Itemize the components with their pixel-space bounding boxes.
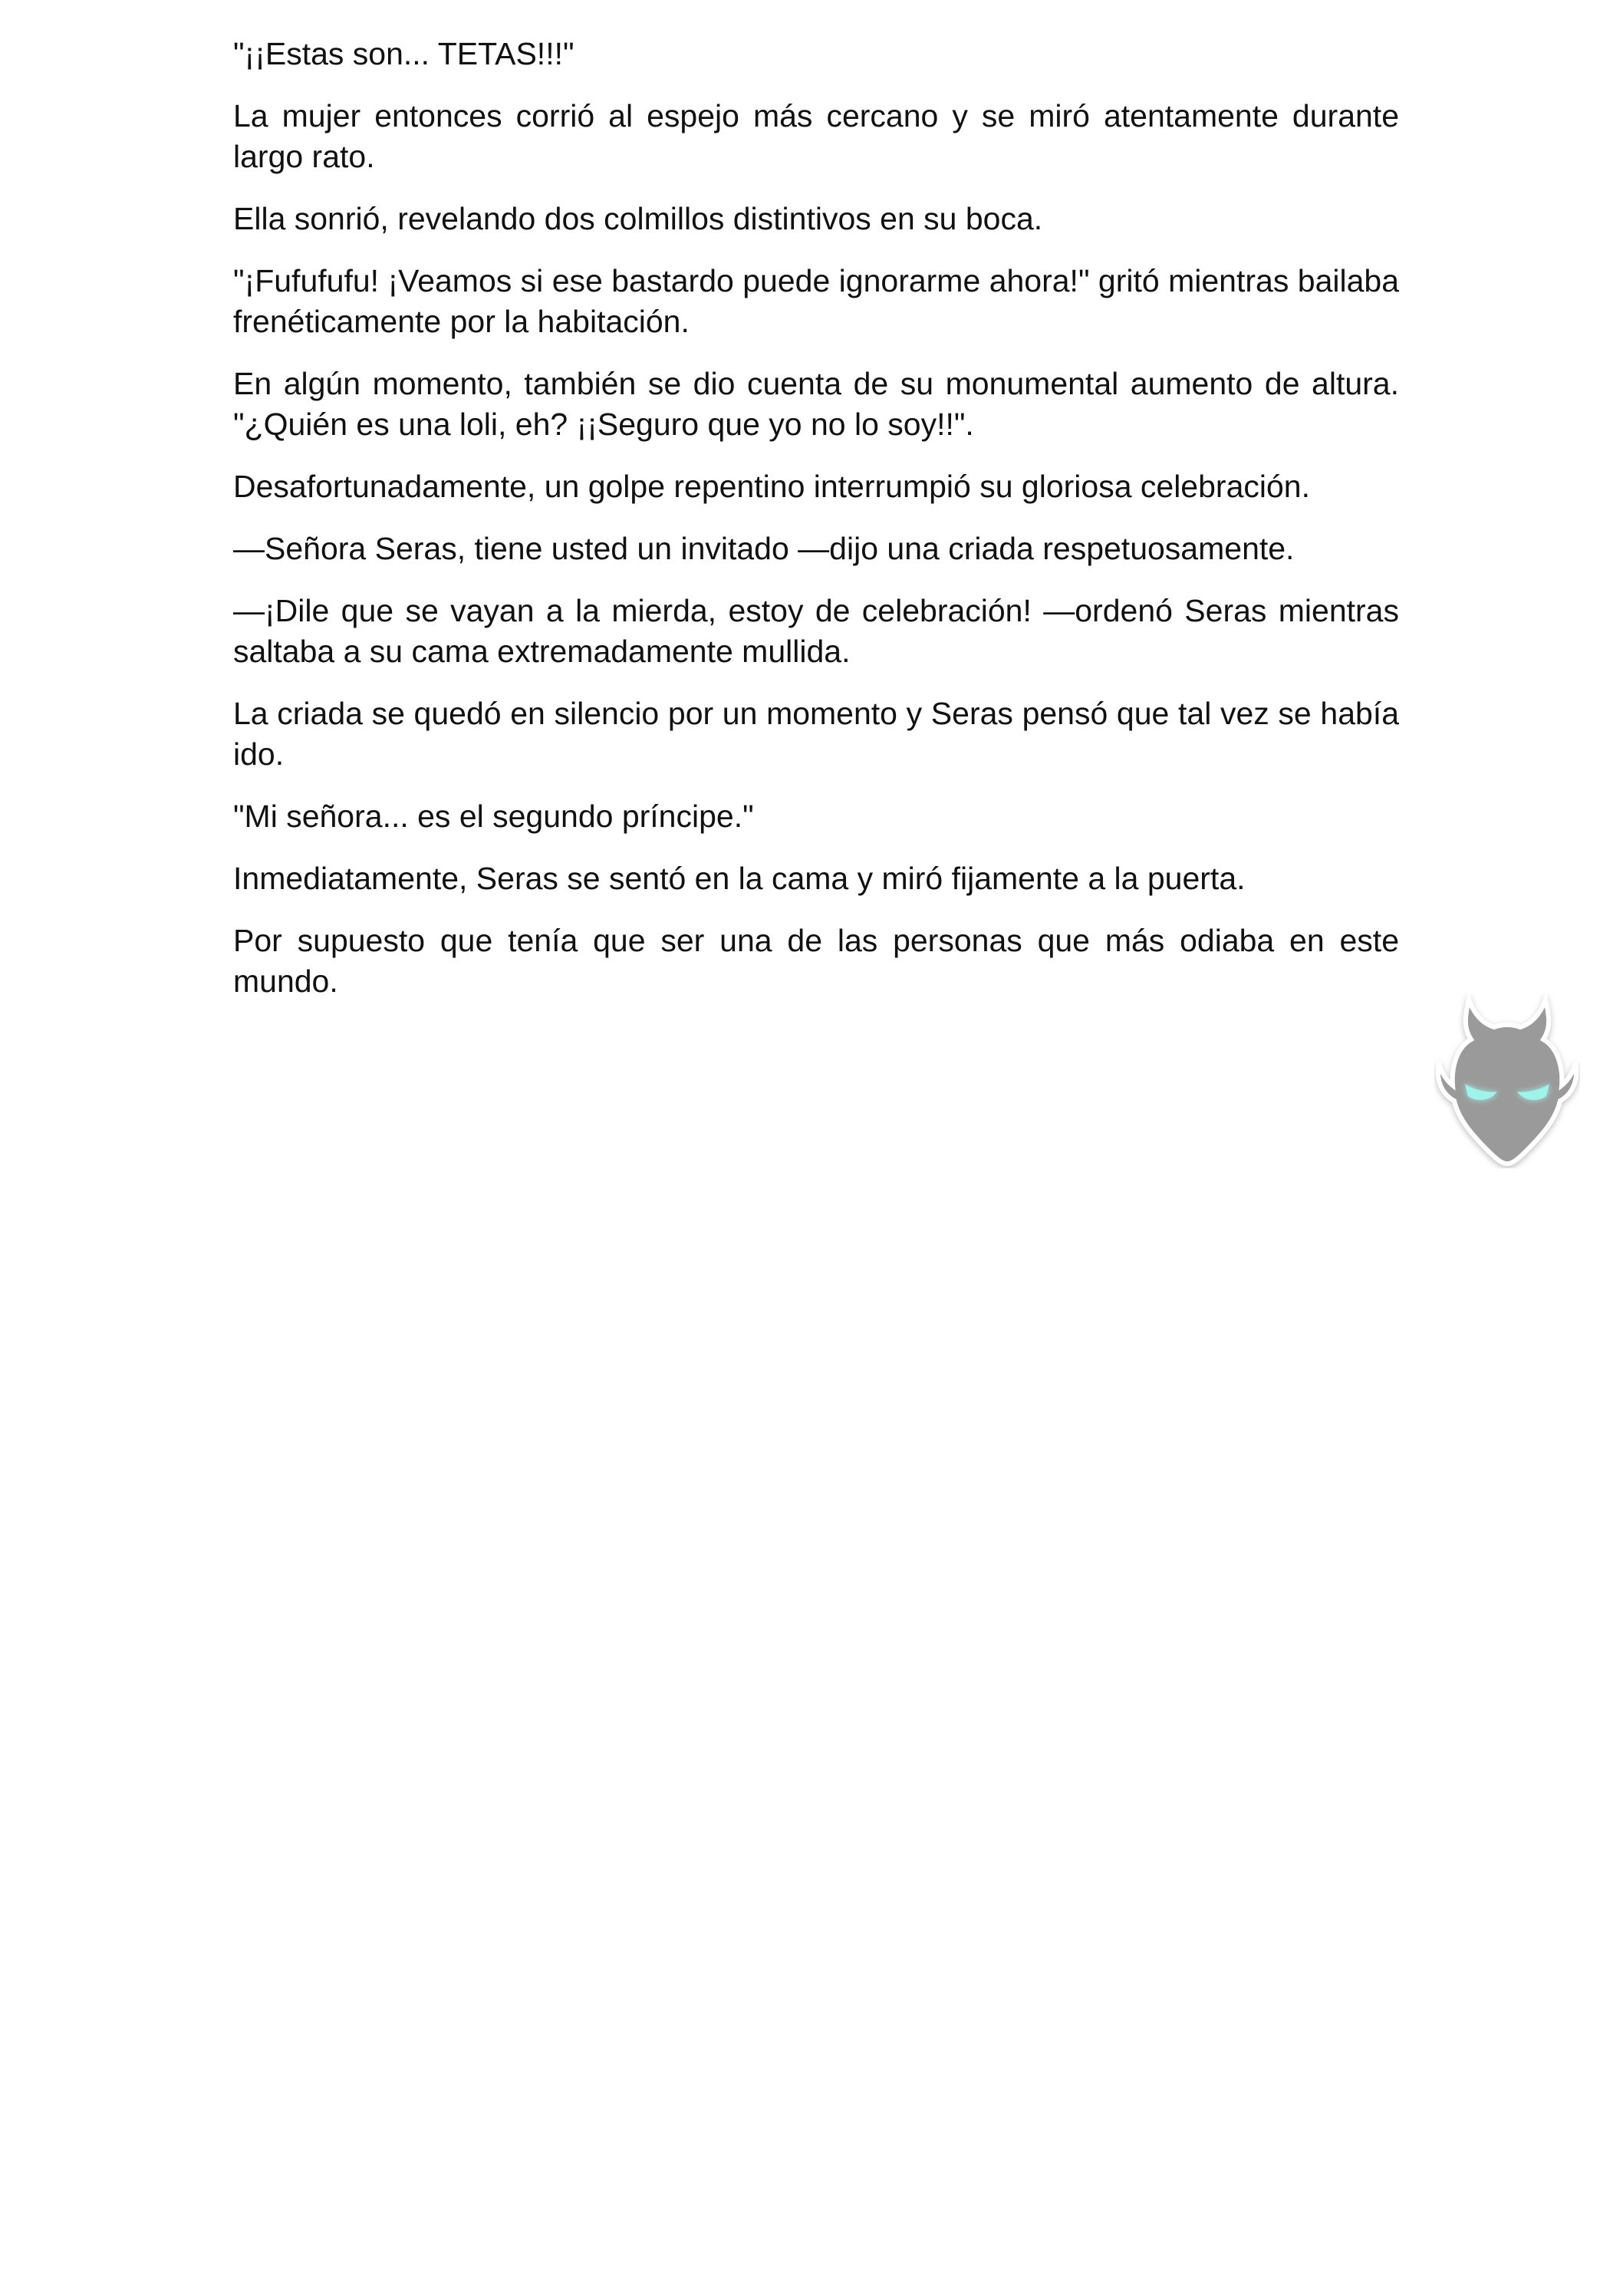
paragraph: La criada se quedó en silencio por un momento y Seras pensó que tal vez se había ido.: [233, 696, 1399, 772]
paragraph: Inmediatamente, Seras se sentó en la cama y miró fijamente a la puerta.: [233, 861, 1246, 896]
paragraph: Desafortunadamente, un golpe repentino interrumpió su gloriosa celebración.: [233, 469, 1310, 504]
paragraph: —¡Dile que se vayan a la mierda, estoy de celebración! —ordenó Seras mientras saltaba a su cama extremadamente mullida.: [233, 593, 1399, 669]
paragraph: Por supuesto que tenía que ser una de las personas que más odiaba en este mundo.: [233, 923, 1399, 999]
paragraph: "¡Fufufufu! ¡Veamos si ese bastardo puede ignorarme ahora!" gritó mientras bailaba frenéticamente por la habitación.: [233, 263, 1399, 339]
paragraph: Ella sonrió, revelando dos colmillos distintivos en su boca.: [233, 201, 1043, 236]
paragraph: "Mi señora... es el segundo príncipe.": [233, 799, 754, 834]
devil-head-icon: [1434, 993, 1580, 1168]
paragraph: "¡¡Estas son... TETAS!!!": [233, 36, 574, 71]
paragraph: La mujer entonces corrió al espejo más cercano y se miró atentamente durante largo rato.: [233, 98, 1399, 174]
document-body: [233, 34, 1399, 1023]
paragraph: En algún momento, también se dio cuenta de su monumental aumento de altura. "¿Quién es una loli, eh? ¡¡Seguro que yo no lo soy!!".: [233, 366, 1399, 442]
paragraph: —Señora Seras, tiene usted un invitado —dijo una criada respetuosamente.: [233, 531, 1295, 566]
